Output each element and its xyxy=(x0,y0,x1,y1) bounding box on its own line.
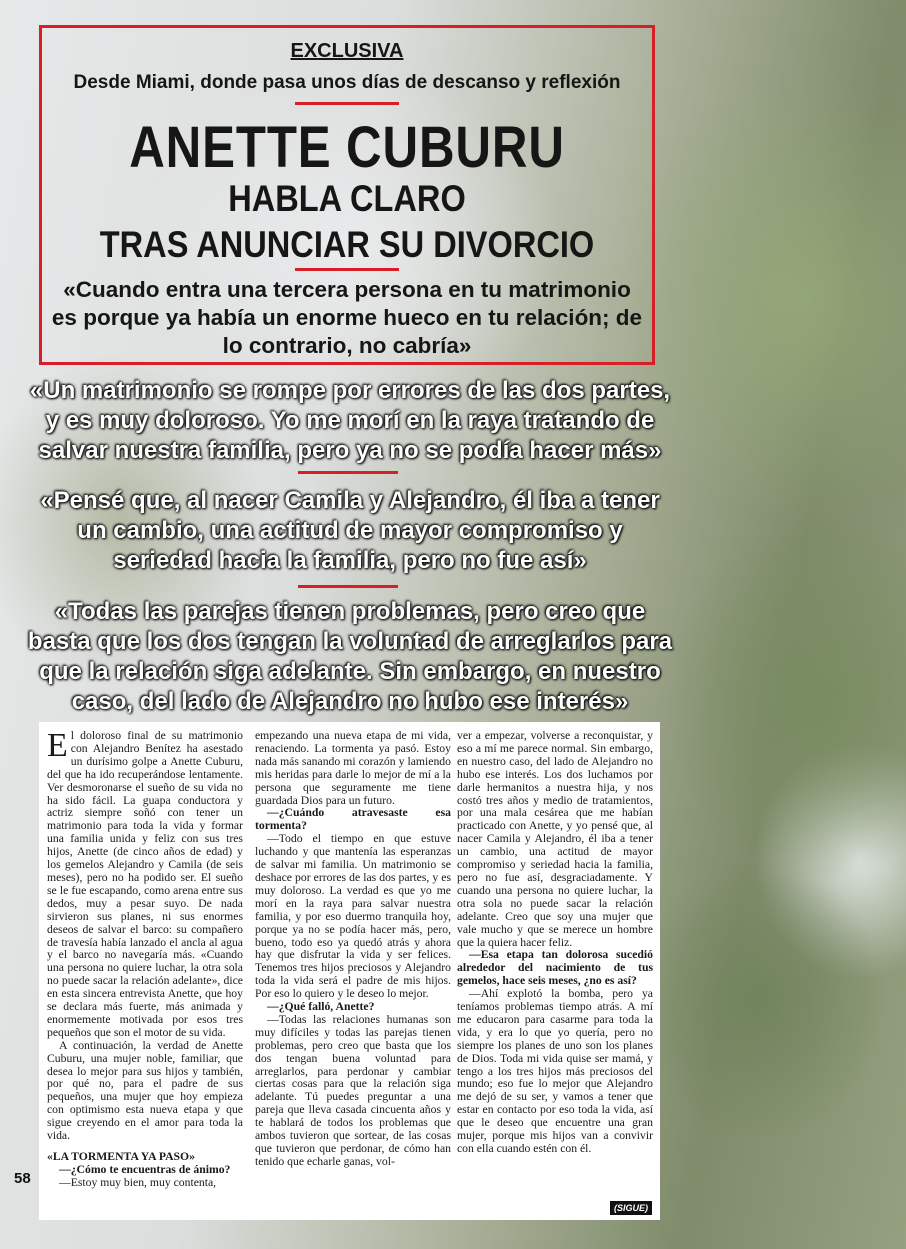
subtitle-line-2: TRAS ANUNCIAR SU DIVORCIO xyxy=(99,224,595,265)
article-body xyxy=(39,722,660,1220)
pull-quote-1: «Un matrimonio se rompe por errores de las dos partes, y es muy doloroso. Yo me morí en la raya tratando de salvar nuestra familia, pero ya no se podía hacer más» xyxy=(29,377,671,464)
subtitle-line-1: HABLA CLARO xyxy=(228,178,466,219)
red-divider xyxy=(298,585,398,588)
interview-answer: empezando una nueva etapa de mi vida, renaciendo. La tormenta ya pasó. Estoy nada más sanando mi corazón y lamiendo mis heridas para darle lo mejor de mí a la persona que seguramente me tiene guardada Dios para un futuro. xyxy=(255,729,451,807)
interview-answer: —Todas las relaciones humanas son muy difíciles y todas las parejas tienen problemas, pero creo que basta que los dos tengan buena voluntad para arreglarlos, para perdonar y cambiar ciertas cosas para que la relación siga adelante. Tú puedes preguntar a una pareja que lleva casada cincuenta años y te hablará de todos los problemas que ambos tuvieron que sortear, de las cosas que tuvieron que perdonar, de cómo han tenido que echarle ganas, vol- xyxy=(255,1012,451,1168)
red-divider xyxy=(298,471,398,474)
paragraph: A continuación, la verdad de Anette Cuburu, una mujer noble, familiar, que desea lo mejor para sus hijos y también, por qué no, para el padre de sus pequeños, una mujer que hoy empieza con optimismo esta nueva etapa y que sigue creyendo en el amor para toda la vida. xyxy=(47,1038,243,1143)
headline-subtitle xyxy=(79,176,616,268)
drop-cap: E xyxy=(47,727,68,764)
kicker-exclusiva: EXCLUSIVA xyxy=(290,40,404,62)
interview-answer: ver a empezar, volverse a reconquistar, y eso a mí me parece normal. Sin embargo, en nuestro caso, del lado de Alejandro no hubo ese interés. Los dos luchamos por darle hermanitos a nuestra hija, y nos costó tres años y medio de tratamientos, por una mala cesárea que me habían practicado con Anette, y yo pensé que, al nacer Camila y Alejandro, él iba a tener un cambio, una actitud de mayor compromiso y seriedad hacia la familia, pero no fue así, desgraciadamente. Y cuando una persona no quiere luchar, la otra sola no puede sacar la relación adelante. Creo que soy una mujer que vale mucho y que se merece un hombre que la quiera hacer feliz. xyxy=(457,729,653,949)
article-column-3 xyxy=(457,730,653,1156)
paragraph: l doloroso final de su matrimonio con Alejandro Benítez ha asestado un durísimo golpe a Anette Cuburu, del que ha ido recuperándose lentamente. Ver desmoronarse el sueño de su vida no ha sido fácil. La guapa conductora y actriz siempre soñó con tener un matrimonio para toda la vida y formar una familia unida y feliz con sus tres hijos, Anette (de cinco años de edad) y los gemelos Alejandro y Camila (de seis meses), pero no ha podido ser. El sueño se le fue escapando, como arena entre sus dedos, muy a pesar suyo. De nada sirvieron sus planes, ni sus enormes deseos de salvar el barco: su compañero de travesía había lanzado el ancla al agua y el barco no navegaría más. «Cuando una persona no quiere luchar, la otra sola no puede sacar la relación adelante», dice en esta sincera entrevista Anette, que hoy se declara más fuerte, más animada y enormemente motivada por esos tres pequeños que son el motor de su vida. xyxy=(47,729,243,1039)
article-column-2 xyxy=(255,730,451,1169)
continue-tag: (SIGUE) xyxy=(610,1201,652,1215)
red-divider xyxy=(295,102,399,105)
headline-box xyxy=(39,25,655,365)
section-subhead: «LA TORMENTA YA PASO» xyxy=(47,1150,195,1163)
interview-question: —Esa etapa tan dolorosa sucedió alrededor del nacimiento de tus gemelos, hace seis meses, ¿no es así? xyxy=(457,948,653,988)
interview-answer: —Ahí explotó la bomba, pero ya teníamos problemas tiempo atrás. A mí me educaron para casarme para toda la vida, y era lo que yo quería, pero no siempre los planes de uno son los planes de Dios. Toda mi vida quise ser mamá, y tengo a los tres hijos más preciosos del mundo; eso fue lo mejor que Alejandro me dejó de su ser, y vamos a tener que estar en contacto por eso toda la vida, así que le deseo que encuentre una gran mujer, porque mis hijos van a convivir con ella cuando estén con él. xyxy=(457,987,653,1155)
article-column-1 xyxy=(47,727,243,1190)
interview-question: —¿Cómo te encuentras de ánimo? xyxy=(59,1162,231,1176)
headline-title: ANETTE CUBURU xyxy=(129,115,565,180)
interview-question: —¿Cuándo atravesaste esa tormenta? xyxy=(255,806,451,833)
deck-line: Desde Miami, donde pasa unos días de descanso y reflexión xyxy=(73,72,621,93)
interview-question: —¿Qué falló, Anette? xyxy=(267,1000,375,1014)
pull-quote-2: «Pensé que, al nacer Camila y Alejandro, él iba a tener un cambio, una actitud de mayor compromiso y seriedad hacia la familia, pero no fue así» xyxy=(40,487,660,574)
pull-quote-3: «Todas las parejas tienen problemas, pero creo que basta que los dos tengan la voluntad de arreglarlos para que la relación siga adelante. Sin embargo, en nuestro caso, del lado de Alejandro no hubo ese interés» xyxy=(27,598,673,715)
box-quote: «Cuando entra una tercera persona en tu matrimonio es porque ya había un enorme hueco en tu relación; de lo contrario, no cabría» xyxy=(51,277,643,358)
interview-answer: —Estoy muy bien, muy contenta, xyxy=(59,1175,217,1189)
page-number: 58 xyxy=(14,1170,31,1187)
red-divider xyxy=(295,268,399,271)
interview-answer: —Todo el tiempo en que estuve luchando y que mantenía las esperanzas de salvar mi familia. Un matrimonio se deshace por errores de las dos partes, y es muy doloroso. La verdad es que yo me morí en la raya para salvar nuestra familia, y por eso duermo tranquila hoy, porque ya no se podía hacer más, pero, bueno, todo eso ya quedó atrás y ahora hay que disfrutar la vida y ser felices. Tenemos tres hijos preciosos y Alejandro toda la vida será el padre de mis hijos. Por eso lo quiero y le deseo lo mejor. xyxy=(255,832,451,1001)
